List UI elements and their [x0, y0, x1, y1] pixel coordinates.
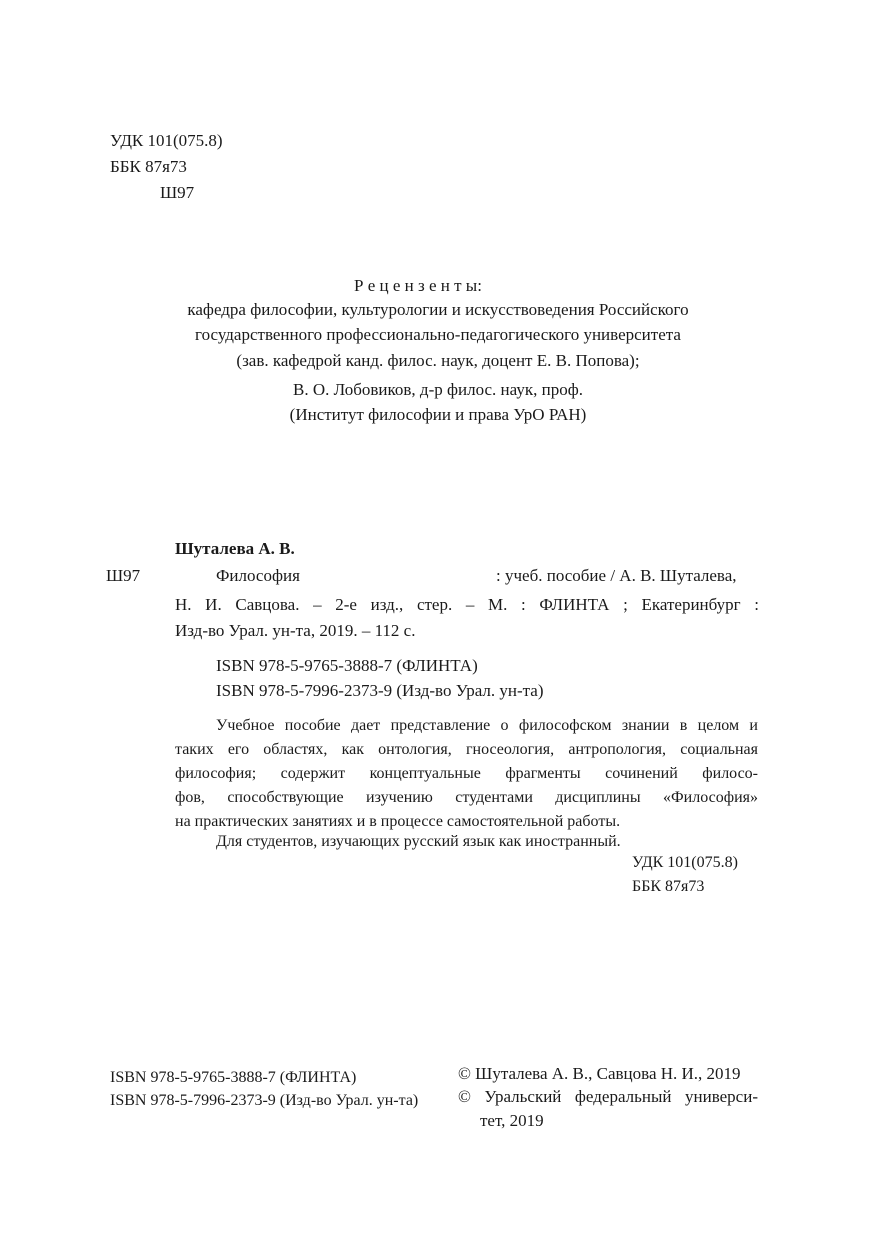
annotation-bbk: ББК 87я73 — [632, 878, 705, 895]
annotation-line-3: философия; содержит концептуальные фрагменты сочинений филосо- — [175, 765, 758, 782]
catalog-isbn-1: ISBN 978-5-9765-3888-7 (ФЛИНТА) — [216, 656, 478, 675]
annotation-audience: Для студентов, изучающих русский язык как иностранный. — [216, 833, 621, 850]
footer-isbn-1: ISBN 978-5-9765-3888-7 (ФЛИНТА) — [110, 1069, 357, 1086]
footer-copyright-3: тет, 2019 — [480, 1111, 544, 1130]
footer-isbn-2: ISBN 978-5-7996-2373-9 (Изд-во Урал. ун-та) — [110, 1092, 419, 1109]
annotation-udk: УДК 101(075.8) — [632, 854, 738, 871]
catalog-line-3: Изд-во Урал. ун-та, 2019. – 112 с. — [175, 621, 416, 640]
footer-copyright-2: © Уральский федеральный универси- — [458, 1087, 758, 1106]
catalog-line-2: Н. И. Савцова. – 2-е изд., стер. – М. : ФЛИНТА ; Екатеринбург : — [175, 595, 759, 614]
reviewers-heading: Р е ц е н з е н т ы: — [354, 276, 482, 295]
catalog-title-rest: : учеб. пособие / А. В. Шуталева, — [496, 566, 737, 585]
footer-copyright-1: © Шуталева А. В., Савцова Н. И., 2019 — [458, 1064, 741, 1083]
bbk-code: ББК 87я73 — [110, 157, 187, 176]
reviewer-line-4: В. О. Лобовиков, д-р филос. наук, проф. — [293, 380, 583, 399]
reviewer-line-1: кафедра философии, культурологии и искусствоведения Российского — [187, 300, 689, 319]
catalog-author: Шуталева А. В. — [175, 539, 295, 558]
udk-code: УДК 101(075.8) — [110, 131, 223, 150]
annotation-line-5: на практических занятиях и в процессе самостоятельной работы. — [175, 813, 621, 830]
catalog-title: Философия — [216, 566, 300, 585]
author-mark: Ш97 — [160, 183, 195, 202]
annotation-line-2: таких его областях, как онтология, гносеология, антропология, социальная — [175, 741, 758, 758]
catalog-code: Ш97 — [106, 566, 141, 585]
catalog-isbn-2: ISBN 978-5-7996-2373-9 (Изд-во Урал. ун-та) — [216, 681, 544, 700]
annotation-line-1: Учебное пособие дает представление о философском знании в целом и — [216, 717, 758, 734]
reviewer-line-2: государственного профессионально-педагогического университета — [195, 325, 681, 344]
reviewer-line-5: (Институт философии и права УрО РАН) — [289, 405, 587, 424]
reviewer-line-3: (зав. кафедрой канд. филос. наук, доцент Е. В. Попова); — [236, 351, 640, 370]
annotation-line-4: фов, способствующие изучению студентами дисциплины «Философия» — [175, 789, 758, 806]
